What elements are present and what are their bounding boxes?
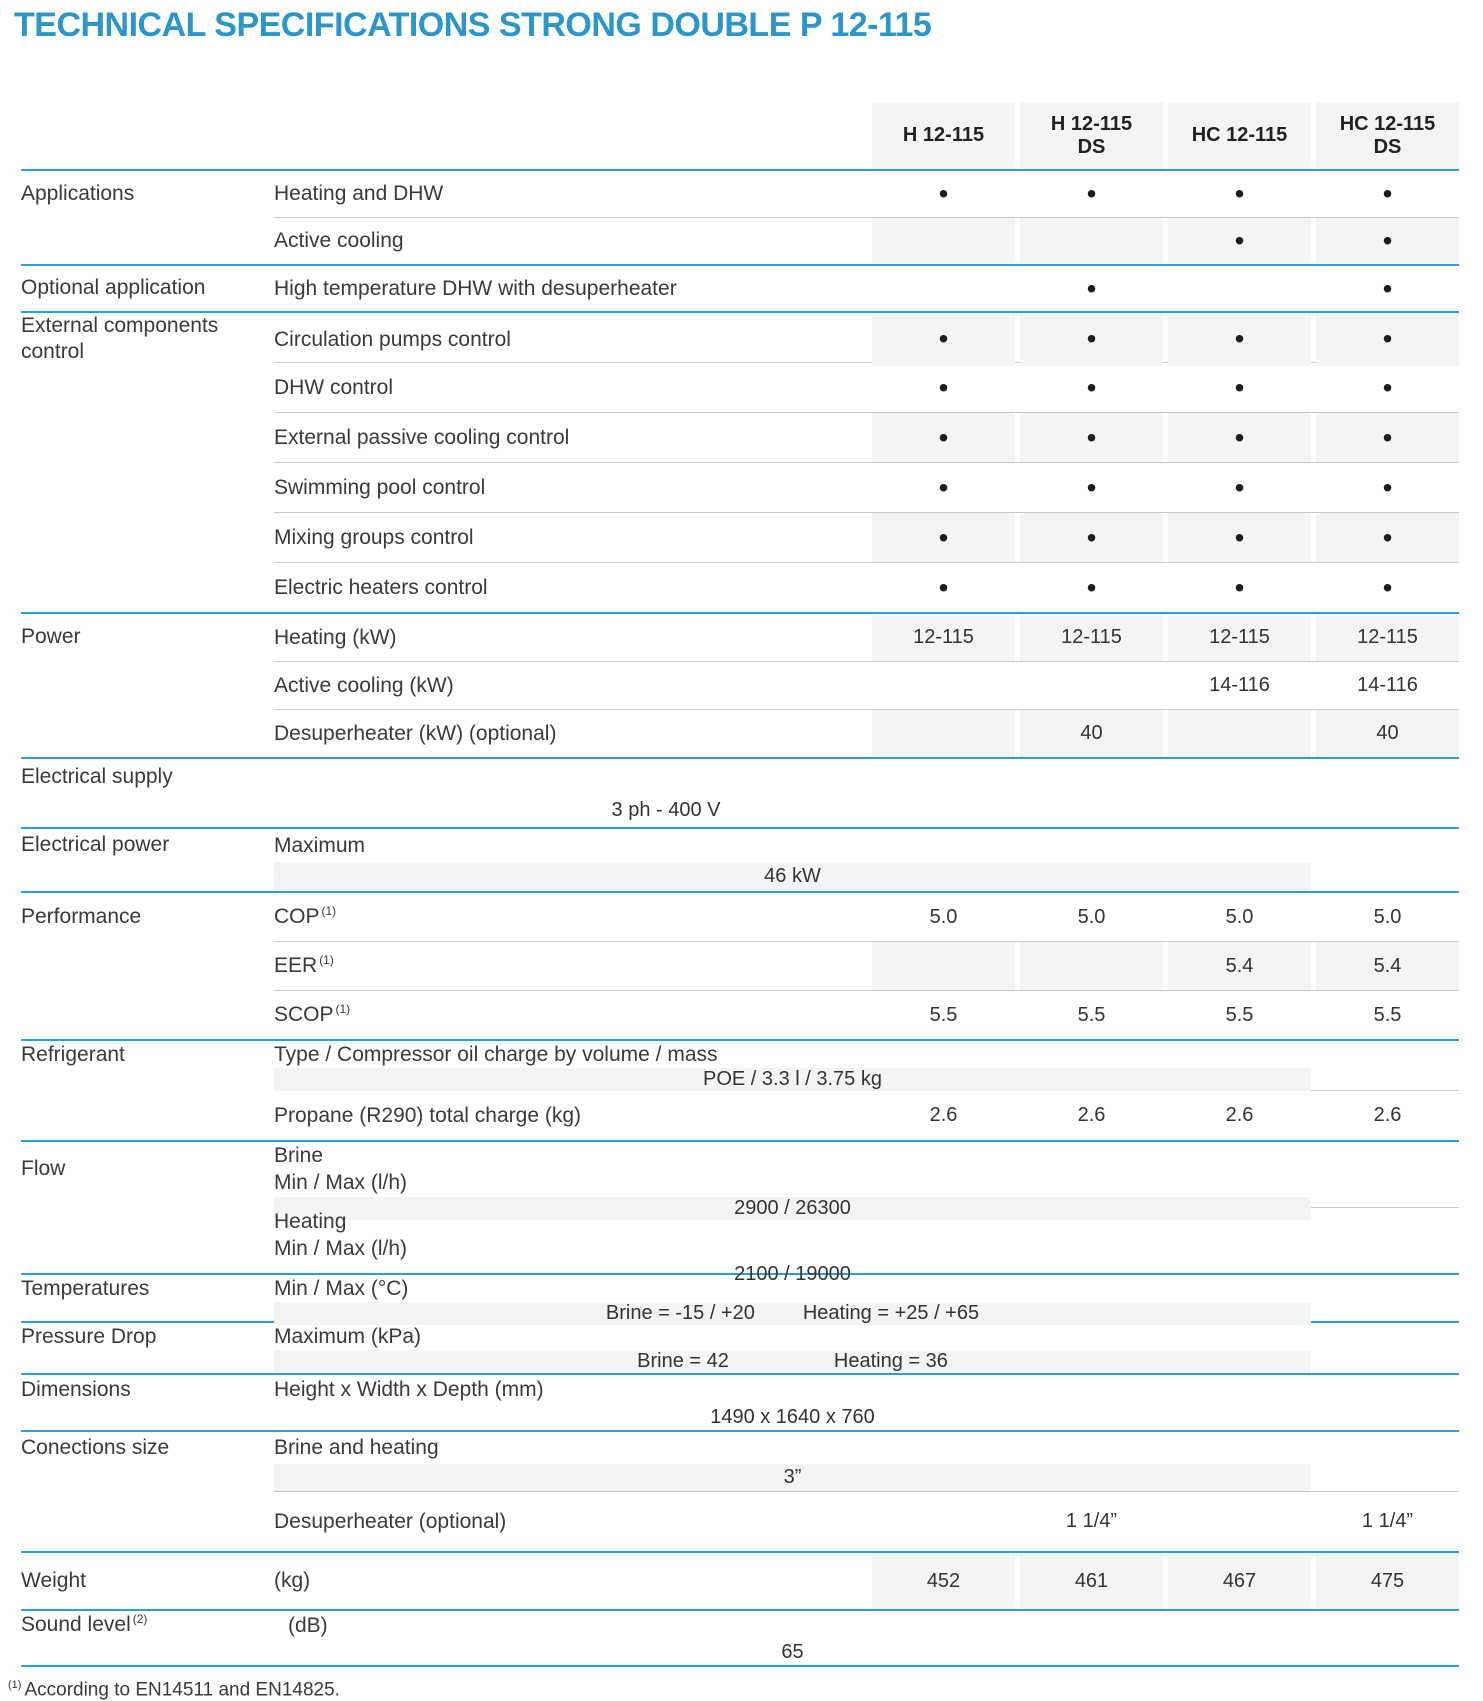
table-cell: • <box>1316 313 1459 366</box>
table-cell: 475 <box>1316 1553 1459 1609</box>
table-cell <box>1168 1492 1311 1551</box>
table-row <box>21 363 1459 412</box>
table-row <box>21 710 1459 757</box>
merged-value: 2100 / 19000 <box>734 1262 851 1285</box>
table-row <box>21 614 1459 661</box>
table-row <box>21 1492 1459 1551</box>
table-row <box>21 829 1459 891</box>
row-label: Maximum (kPa) <box>274 1325 422 1348</box>
table-row <box>21 1142 1459 1219</box>
table-cell: 1 1/4” <box>1361 1510 1414 1532</box>
table-cell: • <box>938 371 949 403</box>
table-row <box>21 1323 1459 1373</box>
table-cell: 5.4 <box>1316 942 1459 990</box>
table-cell: 2.6 <box>929 1104 958 1126</box>
category-label: Optional application <box>21 276 206 300</box>
table-cell <box>872 1492 1015 1551</box>
table-cell: 5.0 <box>1077 905 1106 928</box>
row-label: Propane (R290) total charge (kg) <box>274 1103 581 1127</box>
table-cell <box>1020 662 1163 709</box>
row-label: Circulation pumps control <box>274 327 511 351</box>
table-cell: • <box>1316 513 1459 562</box>
row-label-line1: Brine <box>274 1144 324 1167</box>
row-label: Heating (kW) <box>274 625 397 649</box>
merged-value: 1490 x 1640 x 760 <box>710 1405 875 1428</box>
table-cell: • <box>938 571 949 603</box>
footnote <box>8 1679 1483 1701</box>
footnote-marker: (2) <box>132 1612 148 1627</box>
table-cell <box>872 662 1015 709</box>
footnote-marker: (1) <box>335 1002 351 1017</box>
table-cell: • <box>1316 218 1459 264</box>
category-label: Performance <box>21 904 142 928</box>
row-label-line1: Heating <box>274 1210 347 1233</box>
table-cell: • <box>1168 413 1311 462</box>
column-header-label: HC 12-115 <box>1191 124 1288 146</box>
table-cell: • <box>1234 471 1245 503</box>
row-label: High temperature DHW with desuperheater <box>274 276 677 300</box>
table-cell: 12-115 <box>1316 614 1459 661</box>
table-cell: 467 <box>1168 1553 1311 1609</box>
table-row <box>21 218 1459 264</box>
table-cell: • <box>1382 471 1393 503</box>
row-label: Electric heaters control <box>274 575 488 599</box>
row-label: Desuperheater (kW) (optional) <box>274 721 557 745</box>
column-header-label: H 12-115 <box>1050 112 1133 135</box>
table-row <box>21 171 1459 217</box>
row-label <box>274 1142 867 1197</box>
table-cell: 461 <box>1020 1553 1163 1609</box>
row-label: Min / Max (°C) <box>274 1277 409 1300</box>
table-cell: • <box>1382 178 1393 209</box>
row-label: DHW control <box>274 375 394 399</box>
table-row <box>21 662 1459 709</box>
table-cell: 40 <box>1316 710 1459 757</box>
table-row <box>21 1375 1459 1430</box>
table-cell: 40 <box>1020 710 1163 757</box>
page-title: TECHNICAL SPECIFICATIONS STRONG DOUBLE P 12-115 <box>14 6 932 44</box>
column-header-label: DS <box>1373 135 1402 158</box>
table-cell: • <box>1382 272 1393 304</box>
row-label-line2: Min / Max (l/h) <box>274 1237 408 1261</box>
row-label: External passive cooling control <box>274 425 570 449</box>
table-cell: • <box>1168 218 1311 264</box>
row-label-text: COP <box>274 905 320 929</box>
table-cell: 5.0 <box>1225 905 1254 928</box>
table-row <box>21 313 1459 362</box>
footnote-marker: (1) <box>8 1679 22 1691</box>
table-cell: 5.0 <box>929 905 958 928</box>
merged-value <box>274 1302 1311 1325</box>
table-cell: 5.5 <box>1077 1003 1106 1026</box>
table-cell: • <box>1086 272 1097 304</box>
table-cell: 12-115 <box>872 614 1015 661</box>
column-header-h12115 <box>872 102 1015 169</box>
table-cell: • <box>1234 178 1245 209</box>
table-row <box>21 991 1459 1039</box>
merged-value: 3” <box>274 1464 1311 1491</box>
row-label: Type / Compressor oil charge by volume / mass <box>274 1043 718 1066</box>
merged-value: 2900 / 26300 <box>274 1197 1311 1220</box>
category-label-text: Sound level <box>21 1613 131 1637</box>
column-header-h12115-ds <box>1020 102 1163 169</box>
table-cell: • <box>1086 471 1097 503</box>
footnote-marker: (1) <box>319 953 334 968</box>
merged-value <box>274 1350 1311 1373</box>
category-label: Electrical supply <box>21 764 173 788</box>
table-row <box>21 1041 1459 1090</box>
row-label: Heating and DHW <box>274 182 444 206</box>
category-label: Applications <box>21 181 135 205</box>
table-cell: 14-116 <box>1209 674 1270 696</box>
table-cell <box>1168 266 1311 311</box>
row-label: Maximum <box>274 833 366 857</box>
table-row <box>21 463 1459 512</box>
table-row <box>21 513 1459 562</box>
table-row <box>21 1611 1459 1665</box>
category-label: Pressure Drop <box>21 1324 157 1348</box>
row-label <box>274 952 867 979</box>
row-label: Desuperheater (optional) <box>274 1509 507 1533</box>
table-cell: • <box>1382 571 1393 603</box>
table-cell <box>872 710 1015 757</box>
row-label: Height x Width x Depth (mm) <box>274 1378 544 1402</box>
category-label: Dimensions <box>21 1377 131 1401</box>
table-cell: 2.6 <box>1077 1104 1106 1126</box>
table-cell <box>1020 942 1163 990</box>
row-label: Active cooling (kW) <box>274 673 454 697</box>
row-label: Active cooling <box>274 229 404 253</box>
table-cell: 12-115 <box>1168 614 1311 661</box>
column-header-label: H 12-115 <box>902 124 985 146</box>
table-cell: • <box>1086 178 1097 209</box>
table-cell: 12-115 <box>1020 614 1163 661</box>
table-cell: • <box>1086 571 1097 603</box>
row-label <box>274 1001 867 1028</box>
table-row <box>21 413 1459 462</box>
table-cell: • <box>1234 571 1245 603</box>
row-label-text: SCOP <box>274 1003 334 1027</box>
table-cell <box>1168 710 1311 757</box>
category-label: Weight <box>21 1568 86 1592</box>
group-divider <box>21 1665 1459 1667</box>
table-cell: • <box>872 413 1015 462</box>
table-row <box>21 1091 1459 1140</box>
row-label-line2: Min / Max (l/h) <box>274 1171 408 1195</box>
category-label <box>21 1612 269 1638</box>
table-row <box>21 893 1459 941</box>
column-header-hc12115 <box>1168 102 1311 169</box>
table-row <box>21 266 1459 311</box>
table-cell: 5.5 <box>929 1003 958 1026</box>
category-label: Conections size <box>21 1435 170 1459</box>
table-cell: 1 1/4” <box>1065 1510 1118 1532</box>
row-label <box>274 903 867 930</box>
table-cell: • <box>1086 371 1097 403</box>
row-label: Swimming pool control <box>274 475 486 499</box>
table-cell <box>872 942 1015 990</box>
table-cell: • <box>1168 513 1311 562</box>
table-cell: • <box>1020 513 1163 562</box>
table-cell: • <box>872 513 1015 562</box>
merged-value: 65 <box>781 1641 804 1664</box>
table-cell: 2.6 <box>1373 1104 1402 1126</box>
table-row <box>21 1553 1459 1609</box>
header-spacer <box>21 102 269 169</box>
table-cell: 2.6 <box>1225 1104 1254 1126</box>
table-cell: • <box>1234 371 1245 403</box>
footnote-marker: (1) <box>321 904 337 919</box>
column-header-label: DS <box>1077 135 1106 158</box>
merged-value: 46 kW <box>274 862 1311 891</box>
category-label: Refrigerant <box>21 1042 125 1066</box>
table-row <box>21 942 1459 990</box>
merged-value: 3 ph - 400 V <box>611 799 721 822</box>
table-cell <box>1020 218 1163 264</box>
row-label: Brine and heating <box>274 1436 439 1460</box>
table-cell: • <box>1316 413 1459 462</box>
table-cell: • <box>938 178 949 209</box>
category-label: External components control <box>21 314 219 364</box>
category-label: Electrical power <box>21 833 170 857</box>
column-header-label: HC 12-115 <box>1339 112 1436 135</box>
value-brine: Brine = 42 <box>637 1350 729 1373</box>
table-cell: 14-116 <box>1357 674 1418 696</box>
row-label <box>274 1208 867 1263</box>
merged-value: POE / 3.3 l / 3.75 kg <box>274 1068 1311 1091</box>
value-heating: Heating = 36 <box>833 1350 948 1373</box>
category-label: Temperatures <box>21 1276 150 1300</box>
category-label: Power <box>21 625 81 649</box>
table-cell <box>872 218 1015 264</box>
table-row <box>21 563 1459 612</box>
table-cell: • <box>938 471 949 503</box>
value-brine: Brine = -15 / +20 <box>605 1302 755 1325</box>
table-cell: 5.0 <box>1373 905 1402 928</box>
column-header-hc12115-ds <box>1316 102 1459 169</box>
table-cell: 5.5 <box>1225 1003 1254 1026</box>
table-cell: 5.4 <box>1168 942 1311 990</box>
row-label: (dB) <box>288 1613 328 1637</box>
category-label: Flow <box>21 1157 66 1181</box>
table-cell: • <box>1382 371 1393 403</box>
table-cell: • <box>1020 413 1163 462</box>
table-cell <box>872 266 1015 311</box>
row-label-text: EER <box>274 954 318 978</box>
spec-table <box>21 102 1459 1667</box>
row-label: Mixing groups control <box>274 525 474 549</box>
row-label: (kg) <box>274 1569 311 1593</box>
table-cell: • <box>1168 313 1311 366</box>
header-spacer <box>274 102 867 169</box>
value-heating: Heating = +25 / +65 <box>802 1302 980 1325</box>
table-cell: • <box>872 313 1015 366</box>
table-cell: 452 <box>872 1553 1015 1609</box>
table-row <box>21 1432 1459 1491</box>
table-cell: 5.5 <box>1373 1003 1402 1026</box>
footnote-text: According to EN14511 and EN14825. <box>24 1679 340 1701</box>
table-row <box>21 759 1459 827</box>
table-header-row <box>21 102 1459 169</box>
table-cell: • <box>1020 313 1163 366</box>
